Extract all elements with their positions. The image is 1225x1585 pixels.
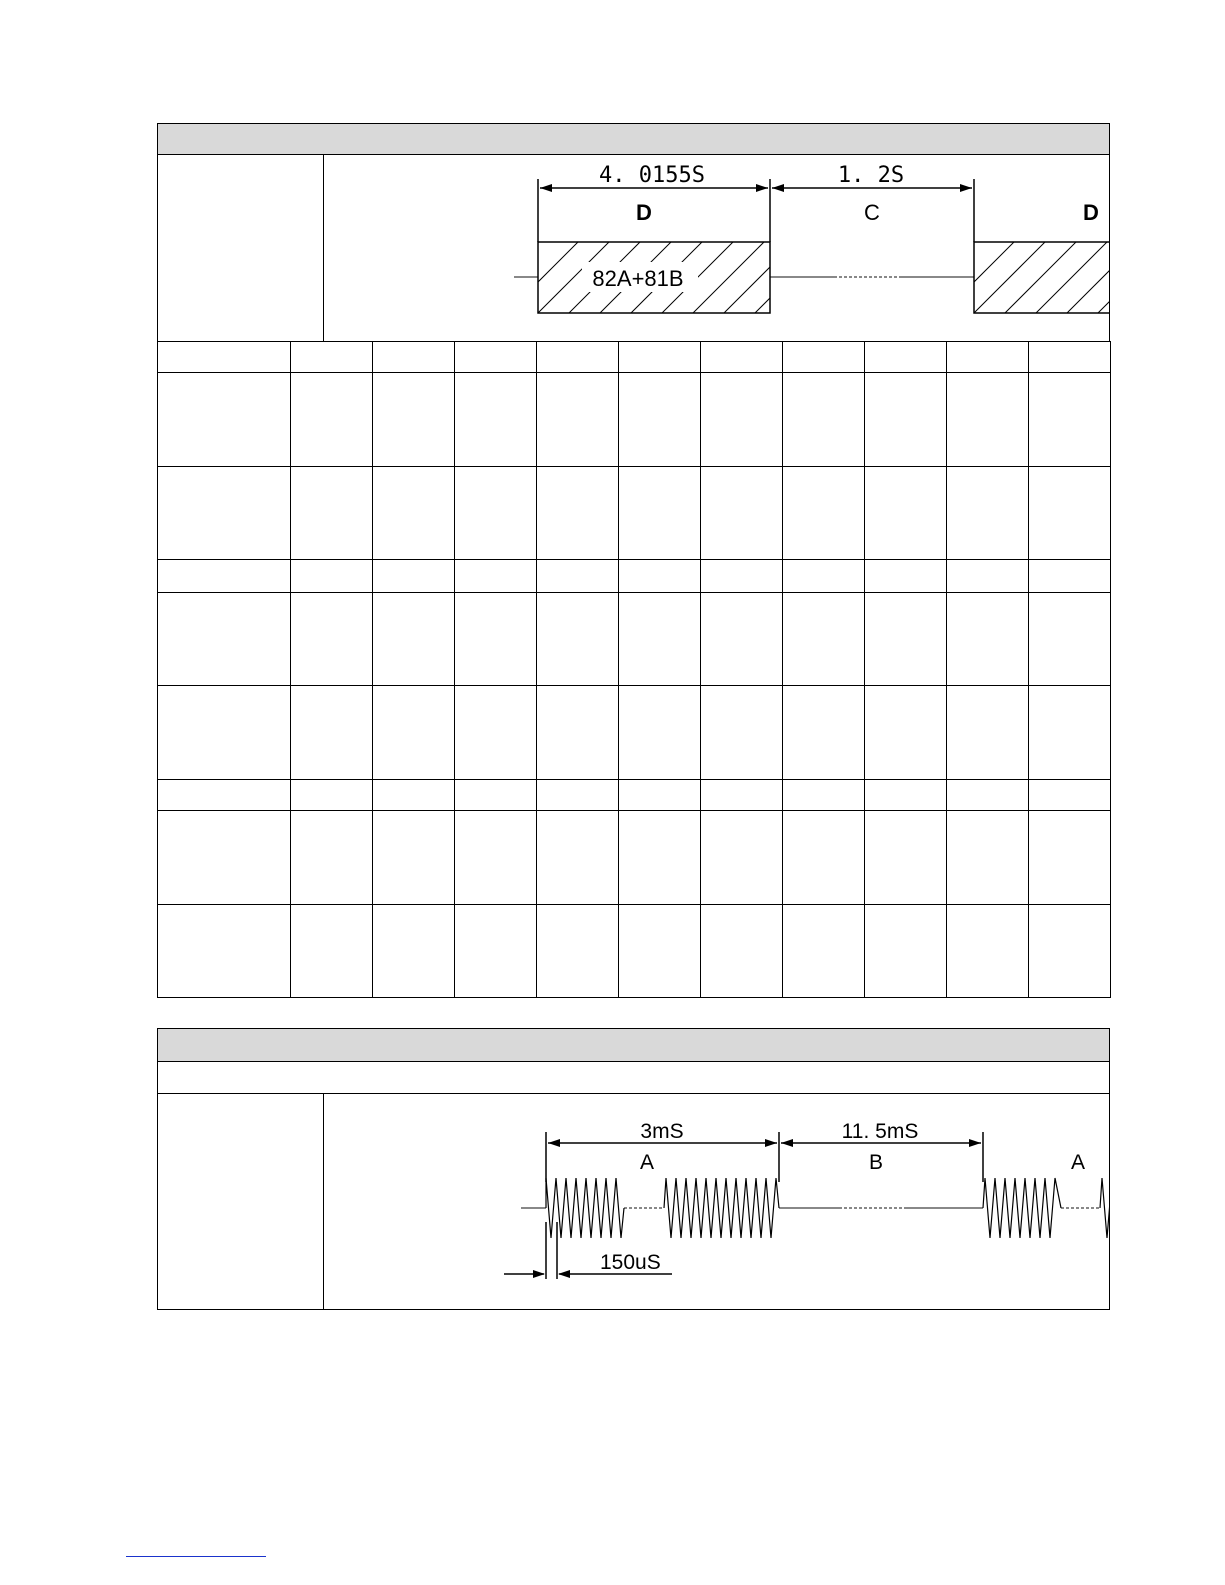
table1-grid	[157, 341, 1111, 998]
dim-label-a: 3mS	[640, 1120, 684, 1143]
table2-header-bar	[157, 1028, 1110, 1062]
table1-header-bar	[157, 123, 1110, 155]
dim-label-c: 1. 2S	[837, 163, 905, 188]
table-row	[158, 905, 1111, 998]
table2-diagram-row	[157, 1093, 1110, 1310]
table-row	[158, 811, 1111, 905]
dim-label-d: 4. 0155S	[599, 163, 705, 188]
segment-label-c: C	[864, 200, 880, 225]
table1-label-cell	[158, 154, 324, 341]
carrier-burst-2	[664, 1178, 779, 1238]
table1-diagram-row	[157, 154, 1110, 341]
table2-label-cell	[158, 1094, 324, 1309]
table-row	[158, 560, 1111, 593]
segment-label-a2: A	[1070, 1151, 1086, 1174]
segment-label-a1: A	[639, 1151, 655, 1174]
frame-block-text: 82A+81B	[592, 266, 684, 291]
carrier-burst-3	[983, 1178, 1061, 1238]
segment-label-d2: D	[1083, 200, 1099, 225]
carrier-burst-4	[1100, 1178, 1109, 1238]
segment-label-d1: D	[636, 200, 652, 225]
carrier-timing-diagram	[324, 1094, 1109, 1309]
table-row	[158, 780, 1111, 811]
frame-timing-diagram	[324, 154, 1109, 341]
table2-subheader-row	[157, 1061, 1110, 1094]
table-row	[158, 686, 1111, 780]
segment-label-b: B	[868, 1151, 884, 1174]
table-row	[158, 373, 1111, 467]
table-row	[158, 467, 1111, 560]
table-row	[158, 342, 1111, 373]
dim-label-b: 11. 5mS	[841, 1120, 919, 1143]
frame-block-d2	[974, 242, 1109, 313]
pulse-width-label: 150uS	[600, 1251, 661, 1274]
table-row	[158, 593, 1111, 686]
footer-divider	[126, 1556, 266, 1557]
